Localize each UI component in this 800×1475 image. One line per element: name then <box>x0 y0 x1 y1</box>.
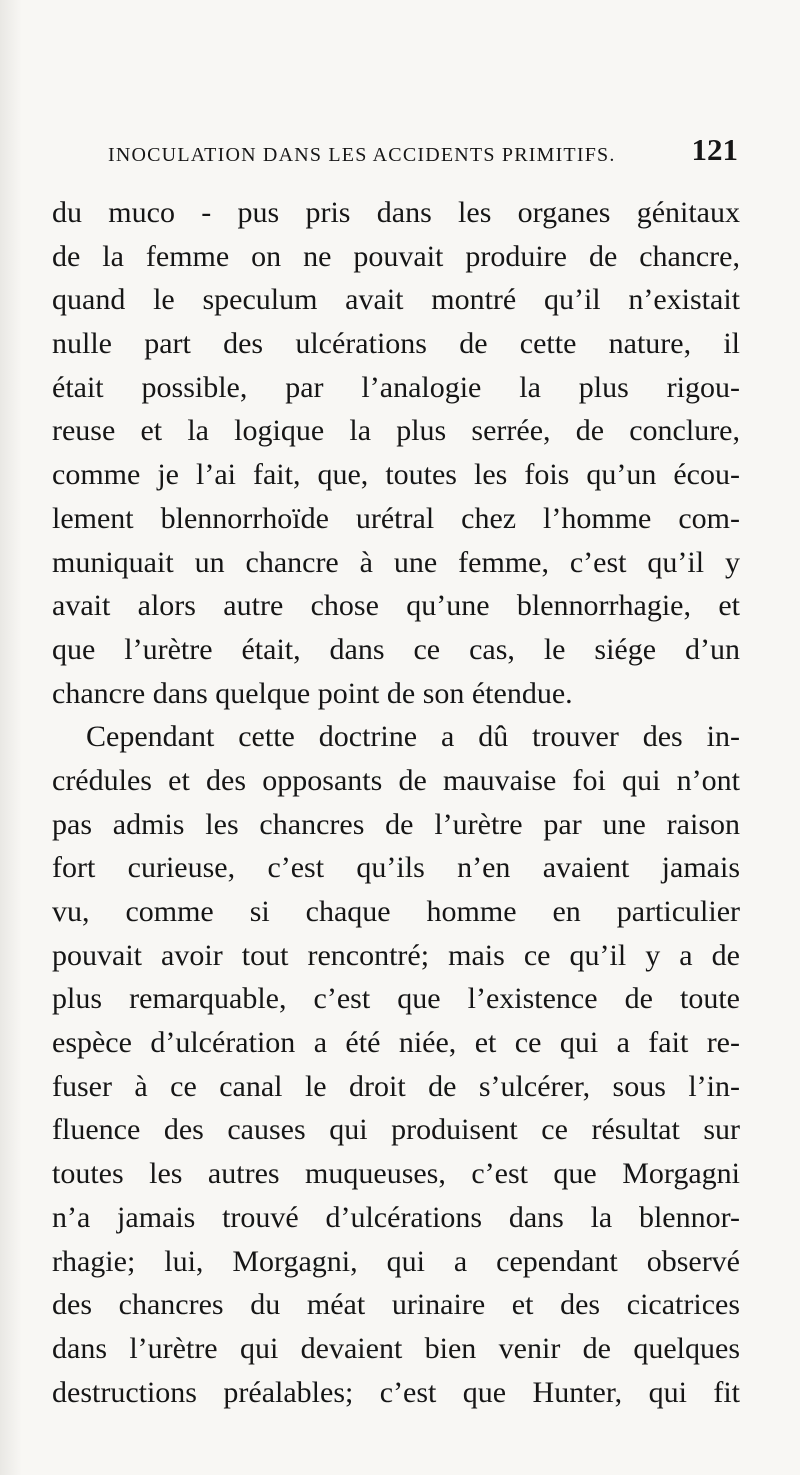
text-line: fuser à ce canal le droit de s’ulcérer, sous l’in- <box>52 1069 740 1103</box>
text-line: n’a jamais trouvé d’ulcérations dans la blennor- <box>52 1200 740 1234</box>
text-line: espèce d’ulcération a été niée, et ce qui a fait re- <box>52 1026 740 1060</box>
text-line: crédules et des opposants de mauvaise foi qui n’ont <box>52 763 740 797</box>
text-line: lement blennorrhoïde urétral chez l’homme com- <box>52 501 740 535</box>
text-line: comme je l’ai fait, que, toutes les fois qu’un écou- <box>52 458 740 492</box>
text-line: destructions préalables; c’est que Hunter, qui fit <box>52 1375 740 1409</box>
text-line: de la femme on ne pouvait produire de chancre, <box>52 239 740 273</box>
paragraph-end-line: chancre dans quelque point de son étendue. <box>52 676 573 710</box>
text-line: muniquait un chancre à une femme, c’est qu’il y <box>52 545 740 579</box>
page-gutter-shadow <box>0 0 22 1475</box>
text-line: fort curieuse, c’est qu’ils n’en avaient jamais <box>52 851 740 885</box>
text-line: toutes les autres muqueuses, c’est que Morgagni <box>52 1157 740 1191</box>
text-line: fluence des causes qui produisent ce résultat sur <box>52 1113 740 1147</box>
text-line: rhagie; lui, Morgagni, qui a cependant observé <box>52 1244 740 1278</box>
page-number: 121 <box>691 132 738 167</box>
paragraph-start-line: Cependant cette doctrine a dû trouver des in- <box>86 720 740 754</box>
text-line: des chancres du méat urinaire et des cicatrices <box>52 1288 740 1322</box>
text-line: reuse et la logique la plus serrée, de conclure, <box>52 414 740 448</box>
text-line: pouvait avoir tout rencontré; mais ce qu’il y a de <box>52 938 740 972</box>
text-line: vu, comme si chaque homme en particulier <box>52 895 740 928</box>
text-line: pas admis les chancres de l’urètre par une raison <box>52 807 740 841</box>
text-line: avait alors autre chose qu’une blennorrhagie, et <box>52 589 740 623</box>
text-line: plus remarquable, c’est que l’existence de toute <box>52 982 740 1016</box>
text-line: était possible, par l’analogie la plus rigou- <box>52 370 740 404</box>
text-line: nulle part des ulcérations de cette nature, il <box>52 327 740 361</box>
text-line: quand le speculum avait montré qu’il n’existait <box>52 283 740 317</box>
body-text <box>52 191 740 1414</box>
text-line: que l’urètre était, dans ce cas, le siége d’un <box>52 632 740 666</box>
page-header <box>108 130 738 174</box>
text-line: dans l’urètre qui devaient bien venir de quelques <box>52 1331 740 1365</box>
text-line: du muco - pus pris dans les organes génitaux <box>52 196 740 229</box>
running-head: INOCULATION DANS LES ACCIDENTS PRIMITIFS. <box>108 144 616 166</box>
